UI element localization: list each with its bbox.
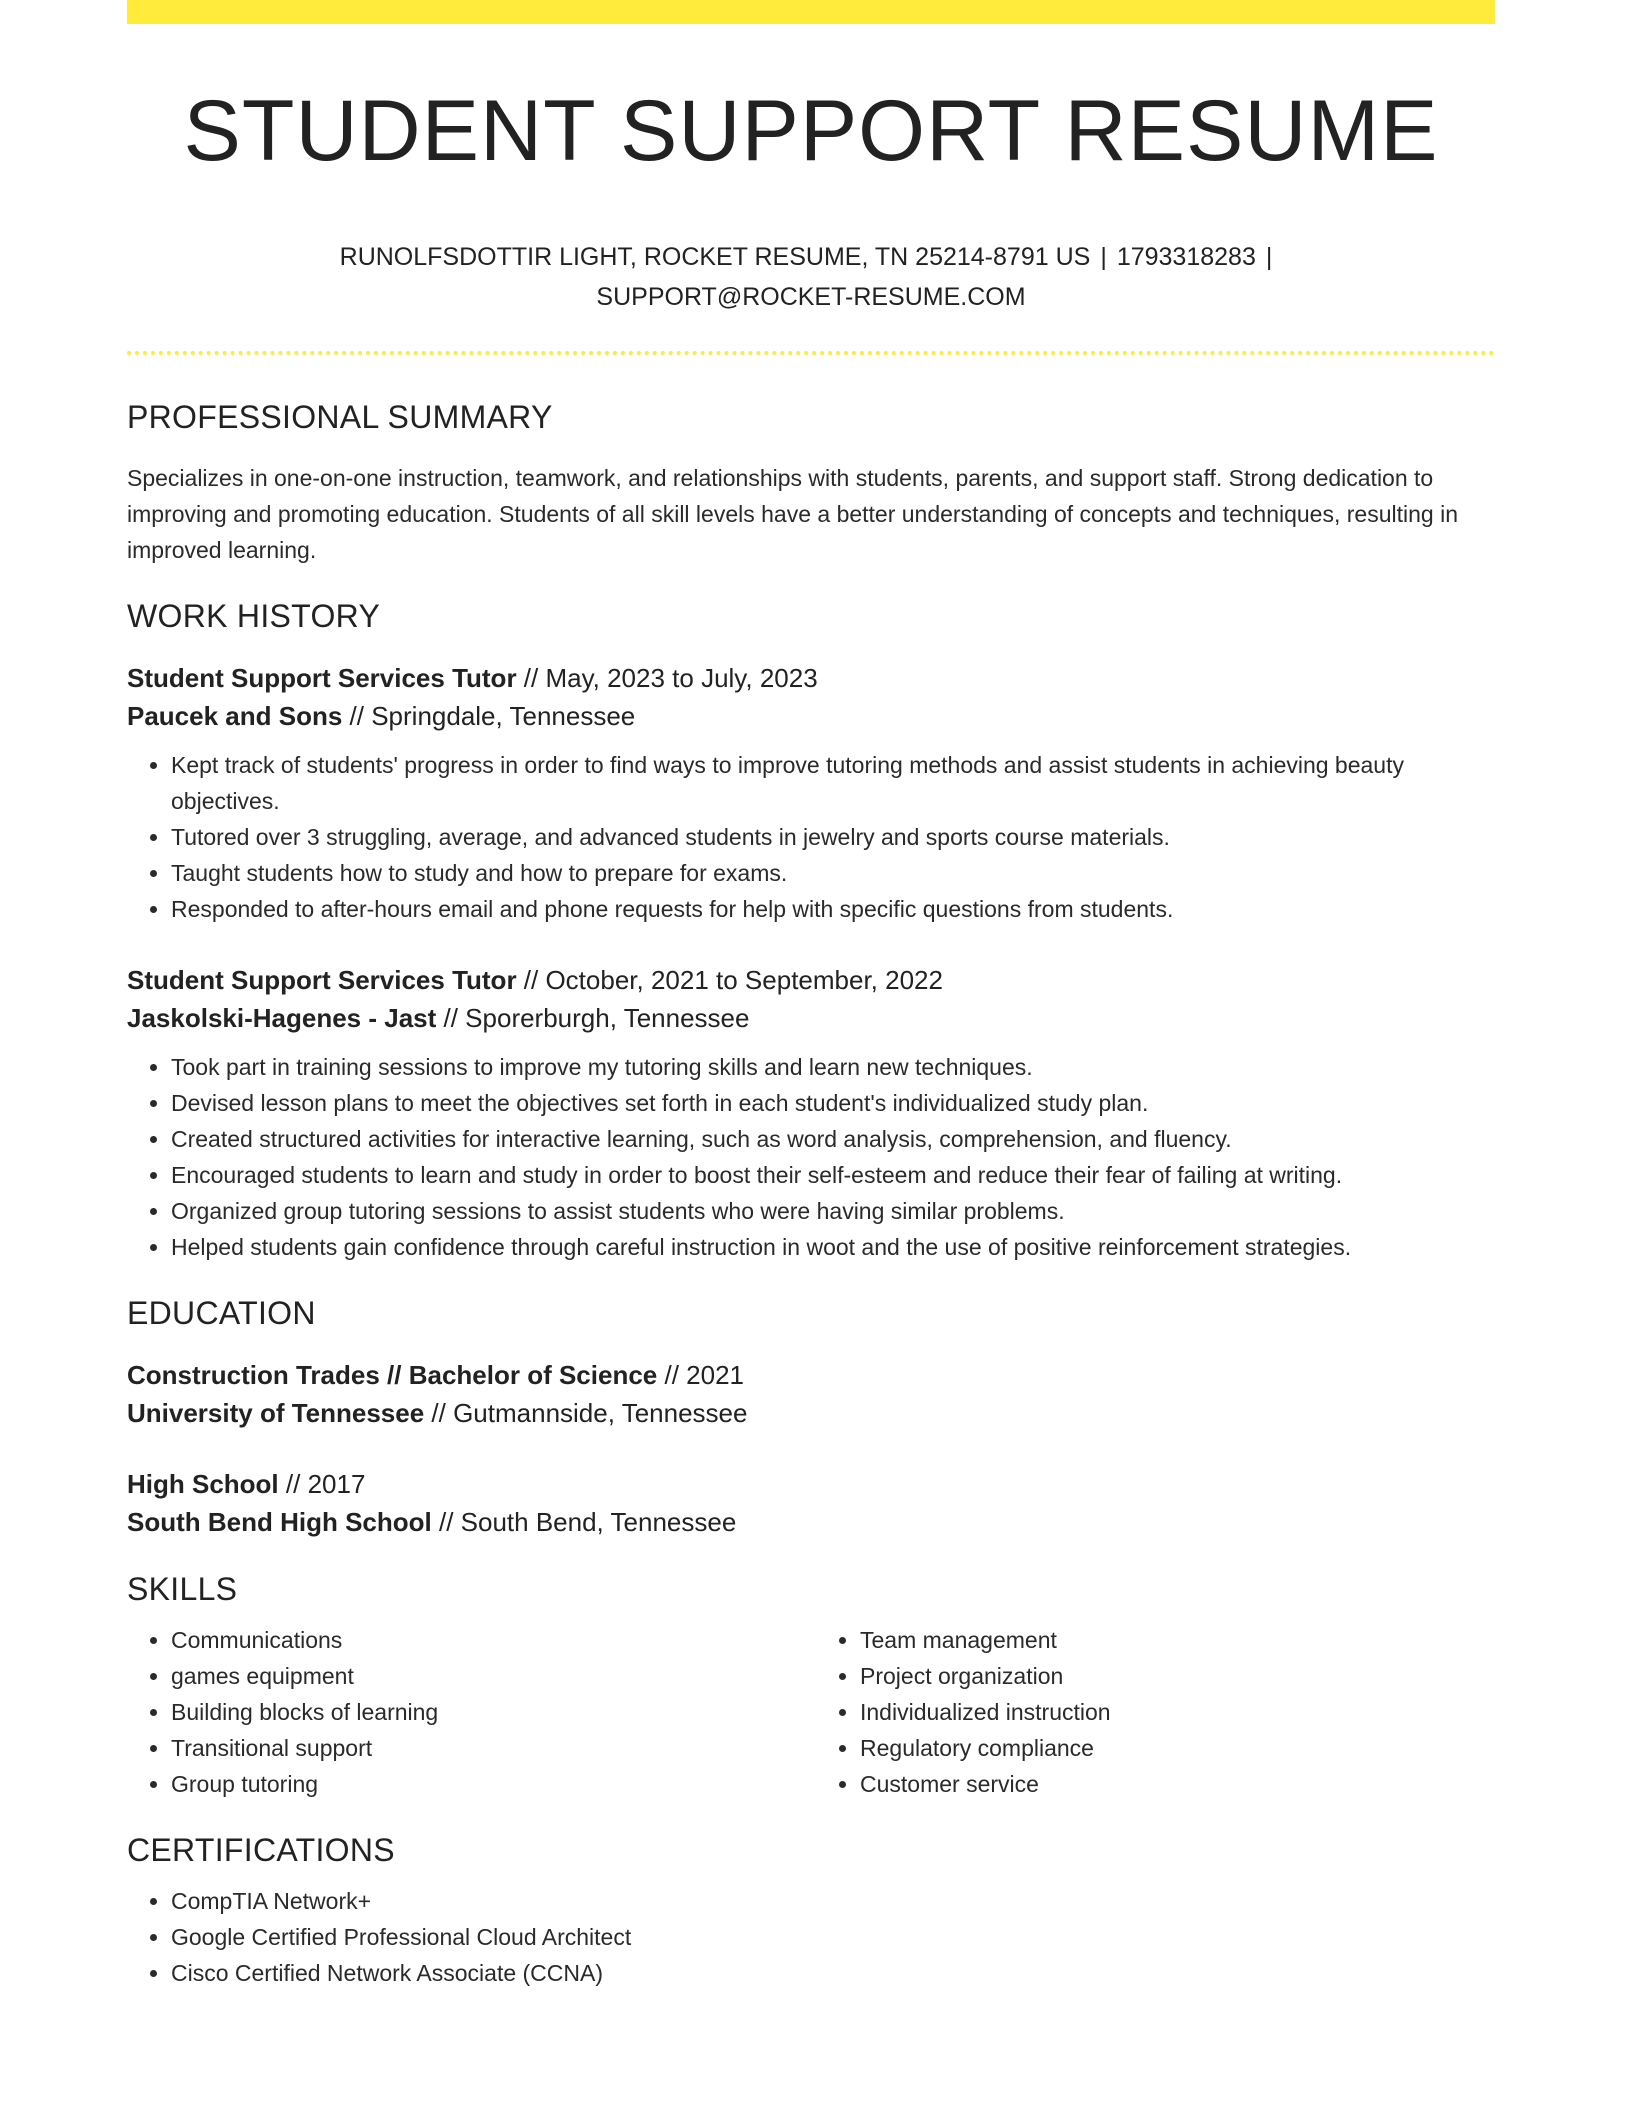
list-item: • Kept track of students' progress in order to find ways to improve tutoring methods and assist students in achieving beauty objectives. xyxy=(171,747,1495,819)
work-history-heading: WORK HISTORY xyxy=(127,597,381,634)
education-degree-line xyxy=(127,1465,1495,1503)
skill-item: • Customer service xyxy=(860,1766,1495,1802)
education-school: South Bend High School xyxy=(127,1506,432,1537)
skill-item: • Individualized instruction xyxy=(860,1694,1495,1730)
resume-title: STUDENT SUPPORT RESUME xyxy=(183,83,1439,179)
skills-heading: SKILLS xyxy=(127,1570,238,1607)
skill-item: • Regulatory compliance xyxy=(860,1730,1495,1766)
skills-list-right xyxy=(811,1622,1495,1802)
summary-text: Specializes in one-on-one instruction, teamwork, and relationships with students, parents, and support staff. Strong dedication to improving and promoting education. Students of all skill levels have a better understanding of concepts and techniques, resulting in improved learning. xyxy=(127,464,1458,563)
skills-list-left xyxy=(127,1622,811,1802)
certification-item: • CompTIA Network+ xyxy=(171,1883,1495,1919)
skill-item: • Building blocks of learning xyxy=(171,1694,811,1730)
education-entry xyxy=(127,1356,1495,1432)
contact-separator: | xyxy=(1265,242,1273,271)
job-company-line xyxy=(127,697,1495,735)
job-entry xyxy=(127,961,1495,1265)
list-item: • Responded to after-hours email and phone requests for help with specific questions from students. xyxy=(171,891,1495,927)
contact-info xyxy=(127,237,1495,317)
education-year: // 2017 xyxy=(278,1468,366,1499)
skill-item: • Group tutoring xyxy=(171,1766,811,1802)
list-item: • Tutored over 3 struggling, average, and advanced students in jewelry and sports course materials. xyxy=(171,819,1495,855)
summary-heading: PROFESSIONAL SUMMARY xyxy=(127,398,553,435)
contact-phone: 1793318283 xyxy=(1116,242,1256,271)
certifications-list xyxy=(127,1883,1495,1991)
skill-item: • Project organization xyxy=(860,1658,1495,1694)
skill-item: • games equipment xyxy=(171,1658,811,1694)
education-degree: High School xyxy=(127,1468,279,1499)
list-item: • Took part in training sessions to improve my tutoring skills and learn new techniques. xyxy=(171,1049,1495,1085)
contact-separator: | xyxy=(1100,242,1107,271)
education-year: // 2021 xyxy=(657,1359,744,1390)
job-bullets xyxy=(127,747,1495,927)
job-dates: // May, 2023 to July, 2023 xyxy=(516,662,818,693)
job-title: Student Support Services Tutor xyxy=(127,964,517,995)
dotted-divider xyxy=(127,351,1495,355)
skill-item: • Team management xyxy=(860,1622,1495,1658)
list-item: • Encouraged students to learn and study in order to boost their self-esteem and reduce their fear of failing at writing. xyxy=(171,1157,1495,1193)
education-degree-line xyxy=(127,1356,1495,1394)
resume-page xyxy=(127,0,1495,1991)
job-location: // Sporerburgh, Tennessee xyxy=(436,1002,750,1033)
skill-item: • Communications xyxy=(171,1622,811,1658)
contact-address: RUNOLFSDOTTIR LIGHT, ROCKET RESUME, TN 25214-8791 US xyxy=(339,242,1091,271)
list-item: • Taught students how to study and how to prepare for exams. xyxy=(171,855,1495,891)
education-school: University of Tennessee xyxy=(127,1397,425,1428)
education-school-line xyxy=(127,1394,1495,1432)
certification-item: • Cisco Certified Network Associate (CCNA) xyxy=(171,1955,1495,1991)
job-entry xyxy=(127,659,1495,927)
job-company-line xyxy=(127,999,1495,1037)
accent-bar xyxy=(127,0,1495,24)
job-title: Student Support Services Tutor xyxy=(127,662,517,693)
job-location: // Springdale, Tennessee xyxy=(342,700,636,731)
certification-item: • Google Certified Professional Cloud Architect xyxy=(171,1919,1495,1955)
job-company: Paucek and Sons xyxy=(127,700,343,731)
job-title-line xyxy=(127,961,1495,999)
education-entry xyxy=(127,1465,1495,1541)
education-location: // South Bend, Tennessee xyxy=(431,1506,737,1537)
list-item: • Created structured activities for interactive learning, such as word analysis, comprehension, and fluency. xyxy=(171,1121,1495,1157)
list-item: • Devised lesson plans to meet the objectives set forth in each student's individualized study plan. xyxy=(171,1085,1495,1121)
job-company: Jaskolski-Hagenes - Jast xyxy=(127,1002,437,1033)
certifications-heading: CERTIFICATIONS xyxy=(127,1831,395,1868)
job-bullets xyxy=(127,1049,1495,1265)
list-item: • Organized group tutoring sessions to assist students who were having similar problems. xyxy=(171,1193,1495,1229)
skills-columns xyxy=(127,1622,1495,1802)
education-heading: EDUCATION xyxy=(127,1294,316,1331)
education-degree: Construction Trades // Bachelor of Science xyxy=(127,1359,658,1390)
job-title-line xyxy=(127,659,1495,697)
education-location: // Gutmannside, Tennessee xyxy=(424,1397,748,1428)
education-school-line xyxy=(127,1503,1495,1541)
skill-item: • Transitional support xyxy=(171,1730,811,1766)
contact-email: SUPPORT@ROCKET-RESUME.COM xyxy=(596,282,1026,311)
list-item: • Helped students gain confidence through careful instruction in woot and the use of positive reinforcement strategies. xyxy=(171,1229,1495,1265)
job-dates: // October, 2021 to September, 2022 xyxy=(516,964,943,995)
